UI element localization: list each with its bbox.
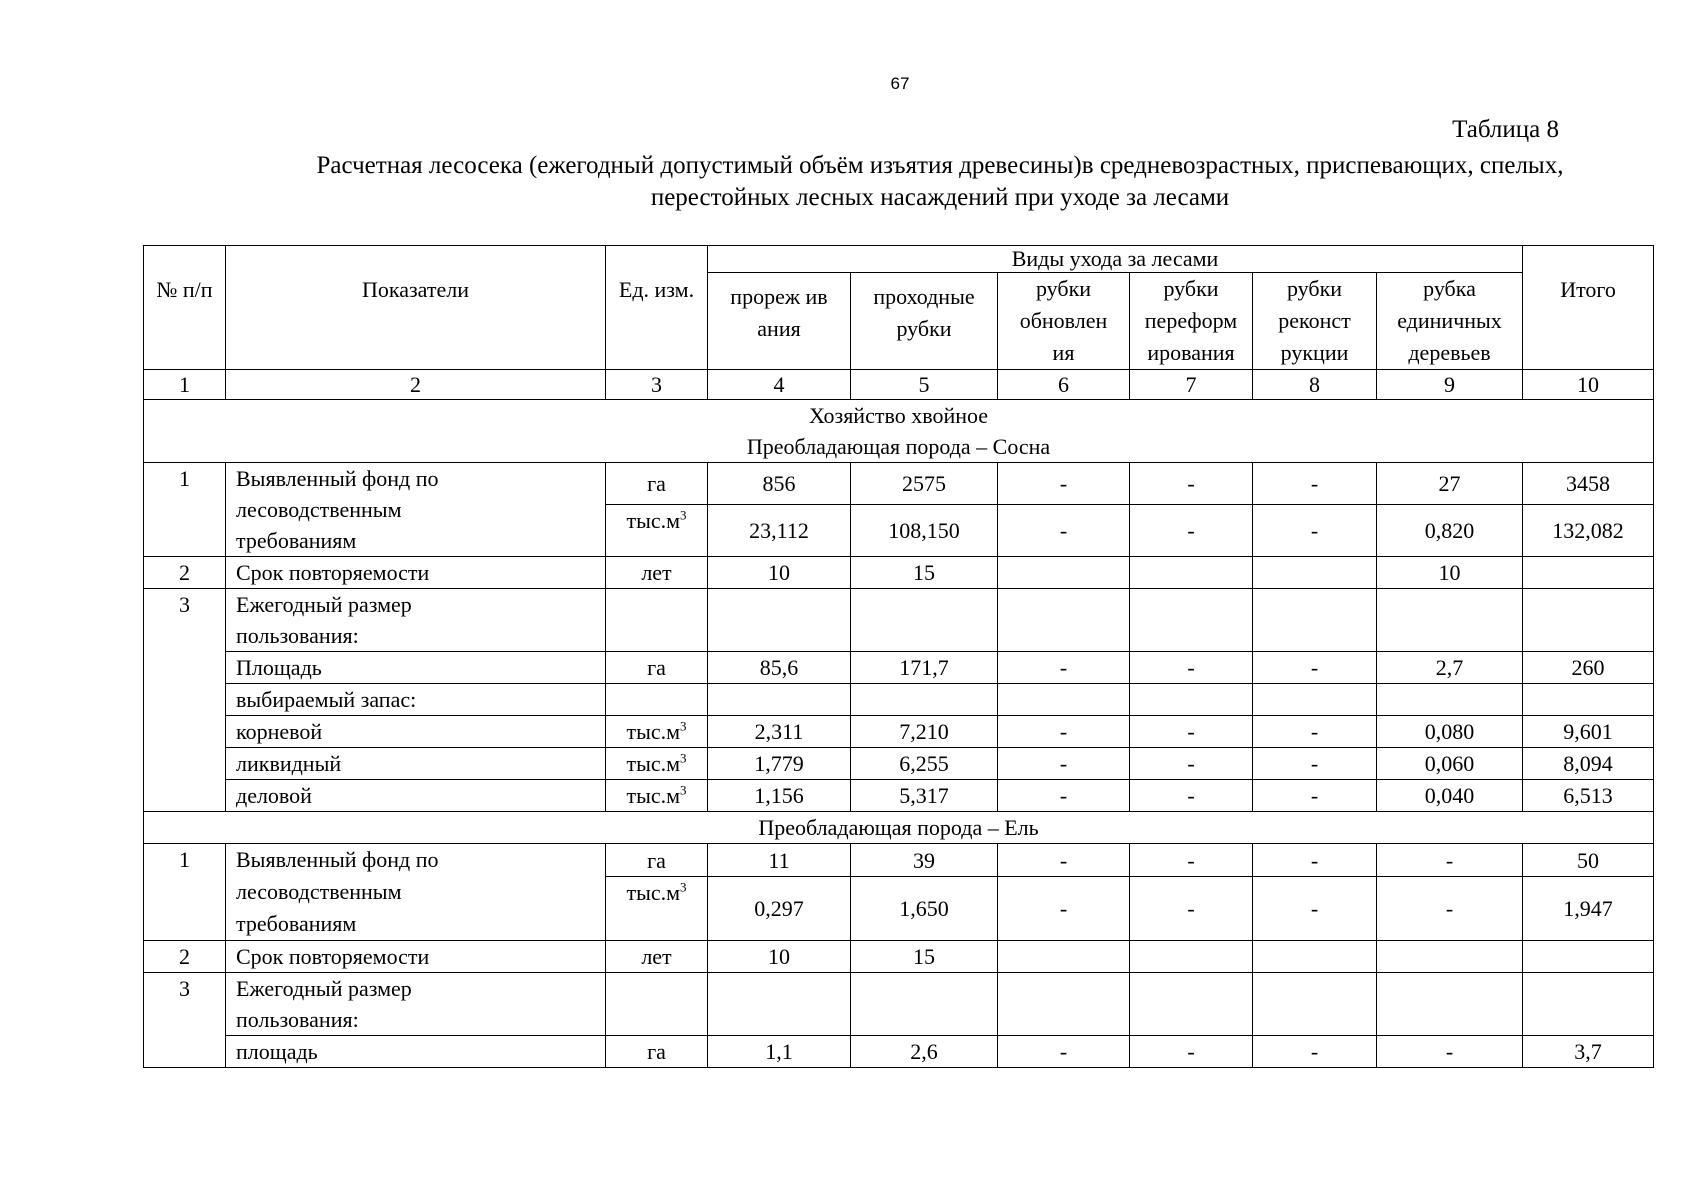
column-numbers-row: [144, 370, 1654, 400]
table-row: [144, 844, 1654, 877]
value-cell: 856: [708, 463, 851, 505]
value-cell: 11: [708, 844, 851, 877]
value-cell: -: [998, 652, 1130, 684]
value-cell: 0,040: [1377, 780, 1523, 812]
table-row: [144, 748, 1654, 780]
value-cell: -: [998, 716, 1130, 748]
value-cell: -: [1377, 844, 1523, 877]
value-cell: [1253, 557, 1377, 589]
value-cell: -: [1253, 652, 1377, 684]
value-cell: -: [1130, 844, 1253, 877]
section-title: [144, 400, 1654, 463]
row-label: корневой: [226, 716, 606, 748]
title-line-2: перестойных лесных насаждений при уходе за лесами: [650, 184, 1230, 211]
row-label: Площадь: [226, 652, 606, 684]
row-label: выбираемый запас:: [226, 684, 606, 716]
row-label: Срок повторяемости: [226, 557, 606, 589]
value-cell: [998, 557, 1130, 589]
value-cell: 1,650: [851, 877, 998, 941]
row-label: площадь: [226, 1036, 606, 1068]
row-number: 3: [144, 973, 226, 1068]
col-number: 7: [1130, 370, 1253, 400]
table-row: [144, 780, 1654, 812]
row-label: Выявленный фонд по лесоводственным требованиям: [226, 844, 606, 941]
unit-cell: $тыс.м^3$: [606, 716, 708, 748]
care-types-header: Виды ухода за лесами: [708, 246, 1523, 273]
col-number: 4: [708, 370, 851, 400]
value-cell: -: [1377, 1036, 1523, 1068]
table-row: [144, 1036, 1654, 1068]
row-label: Ежегодный размер пользования:: [226, 589, 606, 652]
unit-cell: лет: [606, 941, 708, 973]
value-cell: 2,311: [708, 716, 851, 748]
value-cell: -: [1253, 877, 1377, 941]
value-cell: -: [1377, 877, 1523, 941]
value-cell: 8,094: [1523, 748, 1654, 780]
row-label: Ежегодный размер пользования:: [226, 973, 606, 1036]
table-label: Таблица 8: [1452, 116, 1559, 143]
value-cell: 39: [851, 844, 998, 877]
row-label: Срок повторяемости: [226, 941, 606, 973]
value-cell: [1523, 557, 1654, 589]
row-label: деловой: [226, 780, 606, 812]
value-cell: 0,080: [1377, 716, 1523, 748]
value-cell: 3458: [1523, 463, 1654, 505]
value-cell: 1,1: [708, 1036, 851, 1068]
value-cell: 2575: [851, 463, 998, 505]
value-cell: 5,317: [851, 780, 998, 812]
value-cell: 7,210: [851, 716, 998, 748]
pine-title: Преобладающая порода – Сосна: [746, 434, 1051, 459]
value-cell: 27: [1377, 463, 1523, 505]
value-cell: -: [1130, 716, 1253, 748]
table-row: [144, 973, 1654, 1036]
row-label: ликвидный: [226, 748, 606, 780]
value-cell: 10: [708, 557, 851, 589]
col-number: 5: [851, 370, 998, 400]
table-row: [144, 684, 1654, 716]
value-cell: -: [998, 1036, 1130, 1068]
table-row: [144, 652, 1654, 684]
value-cell: [1130, 941, 1253, 973]
value-cell: -: [1130, 463, 1253, 505]
value-cell: -: [1253, 463, 1377, 505]
value-cell: 2,6: [851, 1036, 998, 1068]
title-line-1: Расчетная лесосека (ежегодный допустимый объём изъятия древесины)в средневозрастных, приспевающих, спелых,: [316, 152, 1564, 179]
value-cell: -: [1130, 877, 1253, 941]
value-cell: -: [1130, 748, 1253, 780]
unit-cell: га: [606, 463, 708, 505]
value-cell: 108,150: [851, 505, 998, 557]
row-number: 2: [144, 557, 226, 589]
col-unit-header: Ед. изм.: [606, 246, 708, 370]
col-number: 8: [1253, 370, 1377, 400]
value-cell: -: [1130, 652, 1253, 684]
value-cell: -: [998, 748, 1130, 780]
value-cell: [1130, 557, 1253, 589]
value-cell: 2,7: [1377, 652, 1523, 684]
cutting-table: [143, 245, 1654, 1068]
col-num-header: № п/п: [144, 246, 226, 370]
table-row: [144, 716, 1654, 748]
farm-title: Хозяйство хвойное: [809, 403, 989, 428]
col-thinning-header: прореж ив ания: [708, 273, 851, 370]
page-number: 67: [890, 74, 910, 93]
value-cell: 0,297: [708, 877, 851, 941]
value-cell: 23,112: [708, 505, 851, 557]
value-cell: [1253, 941, 1377, 973]
spruce-title: Преобладающая порода – Ель: [144, 812, 1654, 844]
col-reform-header: рубки переформ ирования: [1130, 273, 1253, 370]
value-cell: 6,255: [851, 748, 998, 780]
value-cell: [1523, 941, 1654, 973]
value-cell: 171,7: [851, 652, 998, 684]
value-cell: -: [1253, 505, 1377, 557]
table-title: [220, 150, 1660, 214]
value-cell: [1377, 941, 1523, 973]
value-cell: 15: [851, 557, 998, 589]
value-cell: 6,513: [1523, 780, 1654, 812]
value-cell: -: [998, 844, 1130, 877]
value-cell: -: [1130, 1036, 1253, 1068]
value-cell: -: [1253, 780, 1377, 812]
value-cell: 50: [1523, 844, 1654, 877]
value-cell: 85,6: [708, 652, 851, 684]
value-cell: 3,7: [1523, 1036, 1654, 1068]
header-row-1: [144, 246, 1654, 273]
col-number: 2: [226, 370, 606, 400]
row-number: 1: [144, 844, 226, 941]
value-cell: -: [998, 877, 1130, 941]
unit-cell: га: [606, 844, 708, 877]
value-cell: [998, 941, 1130, 973]
row-number: 1: [144, 463, 226, 557]
col-indicators-header: Показатели: [226, 246, 606, 370]
unit-cell: $тыс.м^3$: [606, 877, 708, 941]
col-total-header: Итого: [1523, 246, 1654, 370]
value-cell: 1,156: [708, 780, 851, 812]
value-cell: -: [1130, 780, 1253, 812]
value-cell: -: [1253, 844, 1377, 877]
value-cell: -: [1130, 505, 1253, 557]
unit-cell: га: [606, 652, 708, 684]
value-cell: 1,947: [1523, 877, 1654, 941]
value-cell: 132,082: [1523, 505, 1654, 557]
col-number: 9: [1377, 370, 1523, 400]
col-number: 1: [144, 370, 226, 400]
table-row: [144, 589, 1654, 652]
unit-cell: $тыс.м^3$: [606, 505, 708, 557]
col-number: 10: [1523, 370, 1654, 400]
section-row: [144, 400, 1654, 463]
value-cell: 260: [1523, 652, 1654, 684]
value-cell: 0,820: [1377, 505, 1523, 557]
value-cell: -: [998, 463, 1130, 505]
col-single-header: рубка единичных деревьев: [1377, 273, 1523, 370]
unit-cell: $тыс.м^3$: [606, 780, 708, 812]
section-row: [144, 812, 1654, 844]
value-cell: 9,601: [1523, 716, 1654, 748]
col-recon-header: рубки реконст рукции: [1253, 273, 1377, 370]
value-cell: -: [1253, 748, 1377, 780]
value-cell: 1,779: [708, 748, 851, 780]
col-renewal-header: рубки обновлен ия: [998, 273, 1130, 370]
value-cell: -: [998, 505, 1130, 557]
col-number: 6: [998, 370, 1130, 400]
value-cell: -: [998, 780, 1130, 812]
col-number: 3: [606, 370, 708, 400]
value-cell: 10: [708, 941, 851, 973]
col-passage-header: проходные рубки: [851, 273, 998, 370]
value-cell: -: [1253, 716, 1377, 748]
value-cell: 10: [1377, 557, 1523, 589]
table-row: [144, 557, 1654, 589]
value-cell: -: [1253, 1036, 1377, 1068]
unit-cell: $тыс.м^3$: [606, 748, 708, 780]
row-number: 2: [144, 941, 226, 973]
unit-cell: га: [606, 1036, 708, 1068]
table-row: [144, 463, 1654, 505]
unit-cell: лет: [606, 557, 708, 589]
value-cell: 0,060: [1377, 748, 1523, 780]
value-cell: 15: [851, 941, 998, 973]
row-number: 3: [144, 589, 226, 812]
row-label: Выявленный фонд по лесоводственным требованиям: [226, 463, 606, 557]
table-row: [144, 941, 1654, 973]
